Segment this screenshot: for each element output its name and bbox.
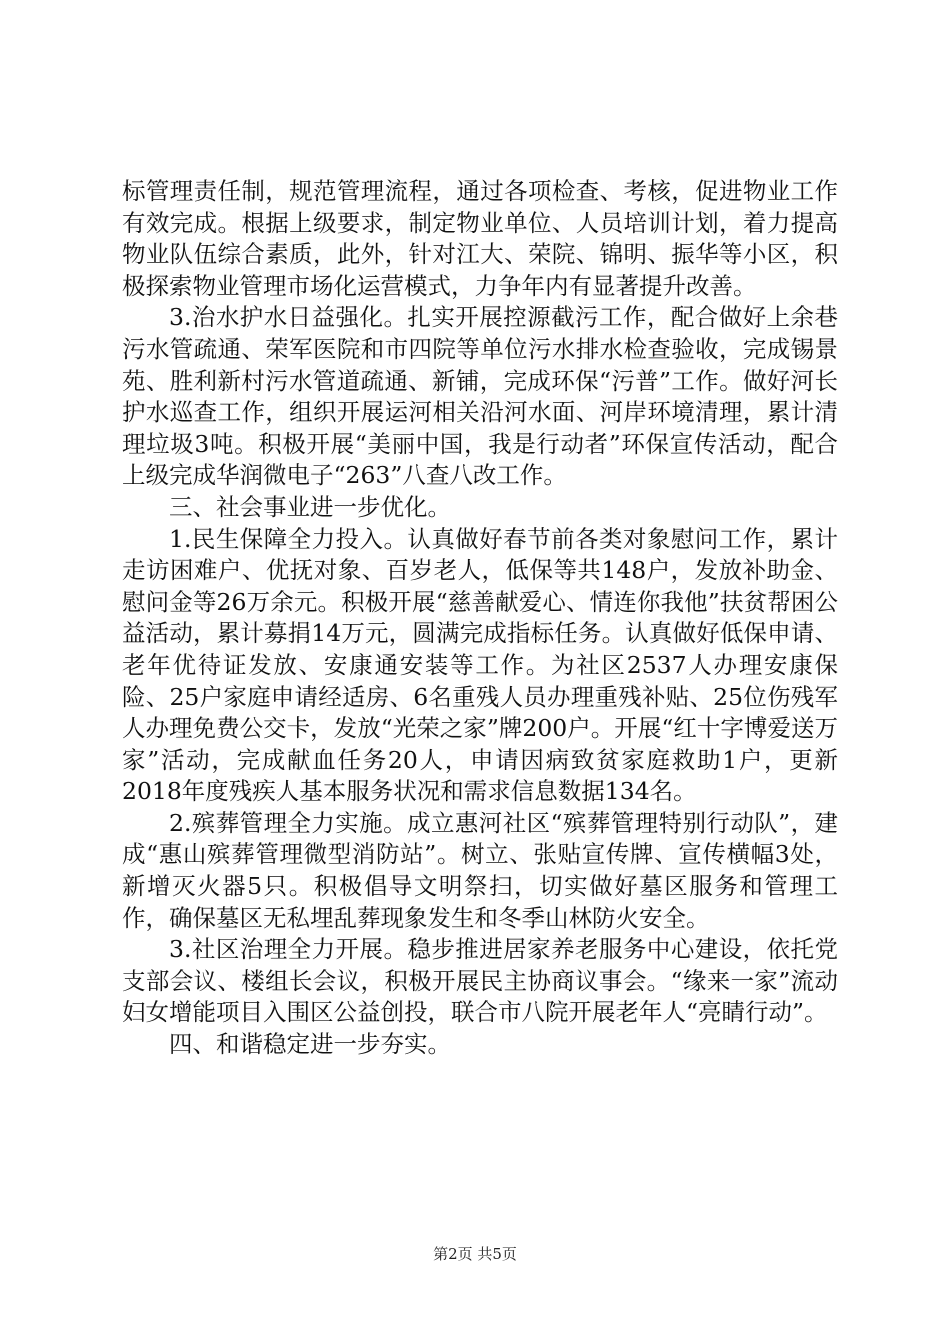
paragraph: 1.民生保障全力投入。认真做好春节前各类对象慰问工作，累计走访困难户、优抚对象、百岁老人，低保等共148户，发放补助金、慰问金等26万余元。积极开展“慈善献爱心、情连你我他”扶贫帮困公益活动，累计募捐14万元，圆满完成指标任务。认真做好低保申请、老年优待证发放、安康通安装等工作。为社区2537人办理安康保险、25户家庭申请经适房、6名重残人员办理重残补贴、25位伤残军人办理免费公交卡，发放“光荣之家”牌200户。开展“红十字博爱送万家”活动，完成献血任务20人，申请因病致贫家庭救助1户，更新2018年度残疾人基本服务状况和需求信息数据134名。 [122, 524, 838, 806]
section-heading: 三、社会事业进一步优化。 [169, 492, 451, 521]
paragraph: 2.殡葬管理全力实施。成立惠河社区“殡葬管理特别行动队”，建成“惠山殡葬管理微型消防站”。树立、张贴宣传牌、宣传横幅3处，新增灭火器5只。积极倡导文明祭扫，切实做好墓区服务和管理工作，确保墓区无私埋乱葬现象发生和冬季山林防火安全。 [122, 808, 838, 932]
paragraph: 3.治水护水日益强化。扎实开展控源截污工作，配合做好上余巷污水管疏通、荣军医院和市四院等单位污水排水检查验收，完成锡景苑、胜利新村污水管道疏通、新铺，完成环保“污普”工作。做好河长护水巡查工作，组织开展运河相关沿河水面、河岸环境清理，累计清理垃圾3吨。积极开展“美丽中国，我是行动者”环保宣传活动，配合上级完成华润微电子“263”八查八改工作。 [122, 303, 838, 490]
paragraph: 3.社区治理全力开展。稳步推进居家养老服务中心建设，依托党支部会议、楼组长会议，积极开展民主协商议事会。“缘来一家”流动妇女增能项目入围区公益创投，联合市八院开展老年人“亮睛行动”。 [122, 935, 838, 1027]
paragraph: 标管理责任制，规范管理流程，通过各项检查、考核，促进物业工作有效完成。根据上级要求，制定物业单位、人员培训计划，着力提高物业队伍综合素质，此外，针对江大、荣院、锦明、振华等小区，积极探索物业管理市场化运营模式，力争年内有显著提升改善。 [122, 177, 838, 300]
document-body [122, 176, 838, 1061]
page-footer: 第2页 共5页 [433, 1245, 517, 1263]
section-heading: 四、和谐稳定进一步夯实。 [169, 1030, 451, 1059]
